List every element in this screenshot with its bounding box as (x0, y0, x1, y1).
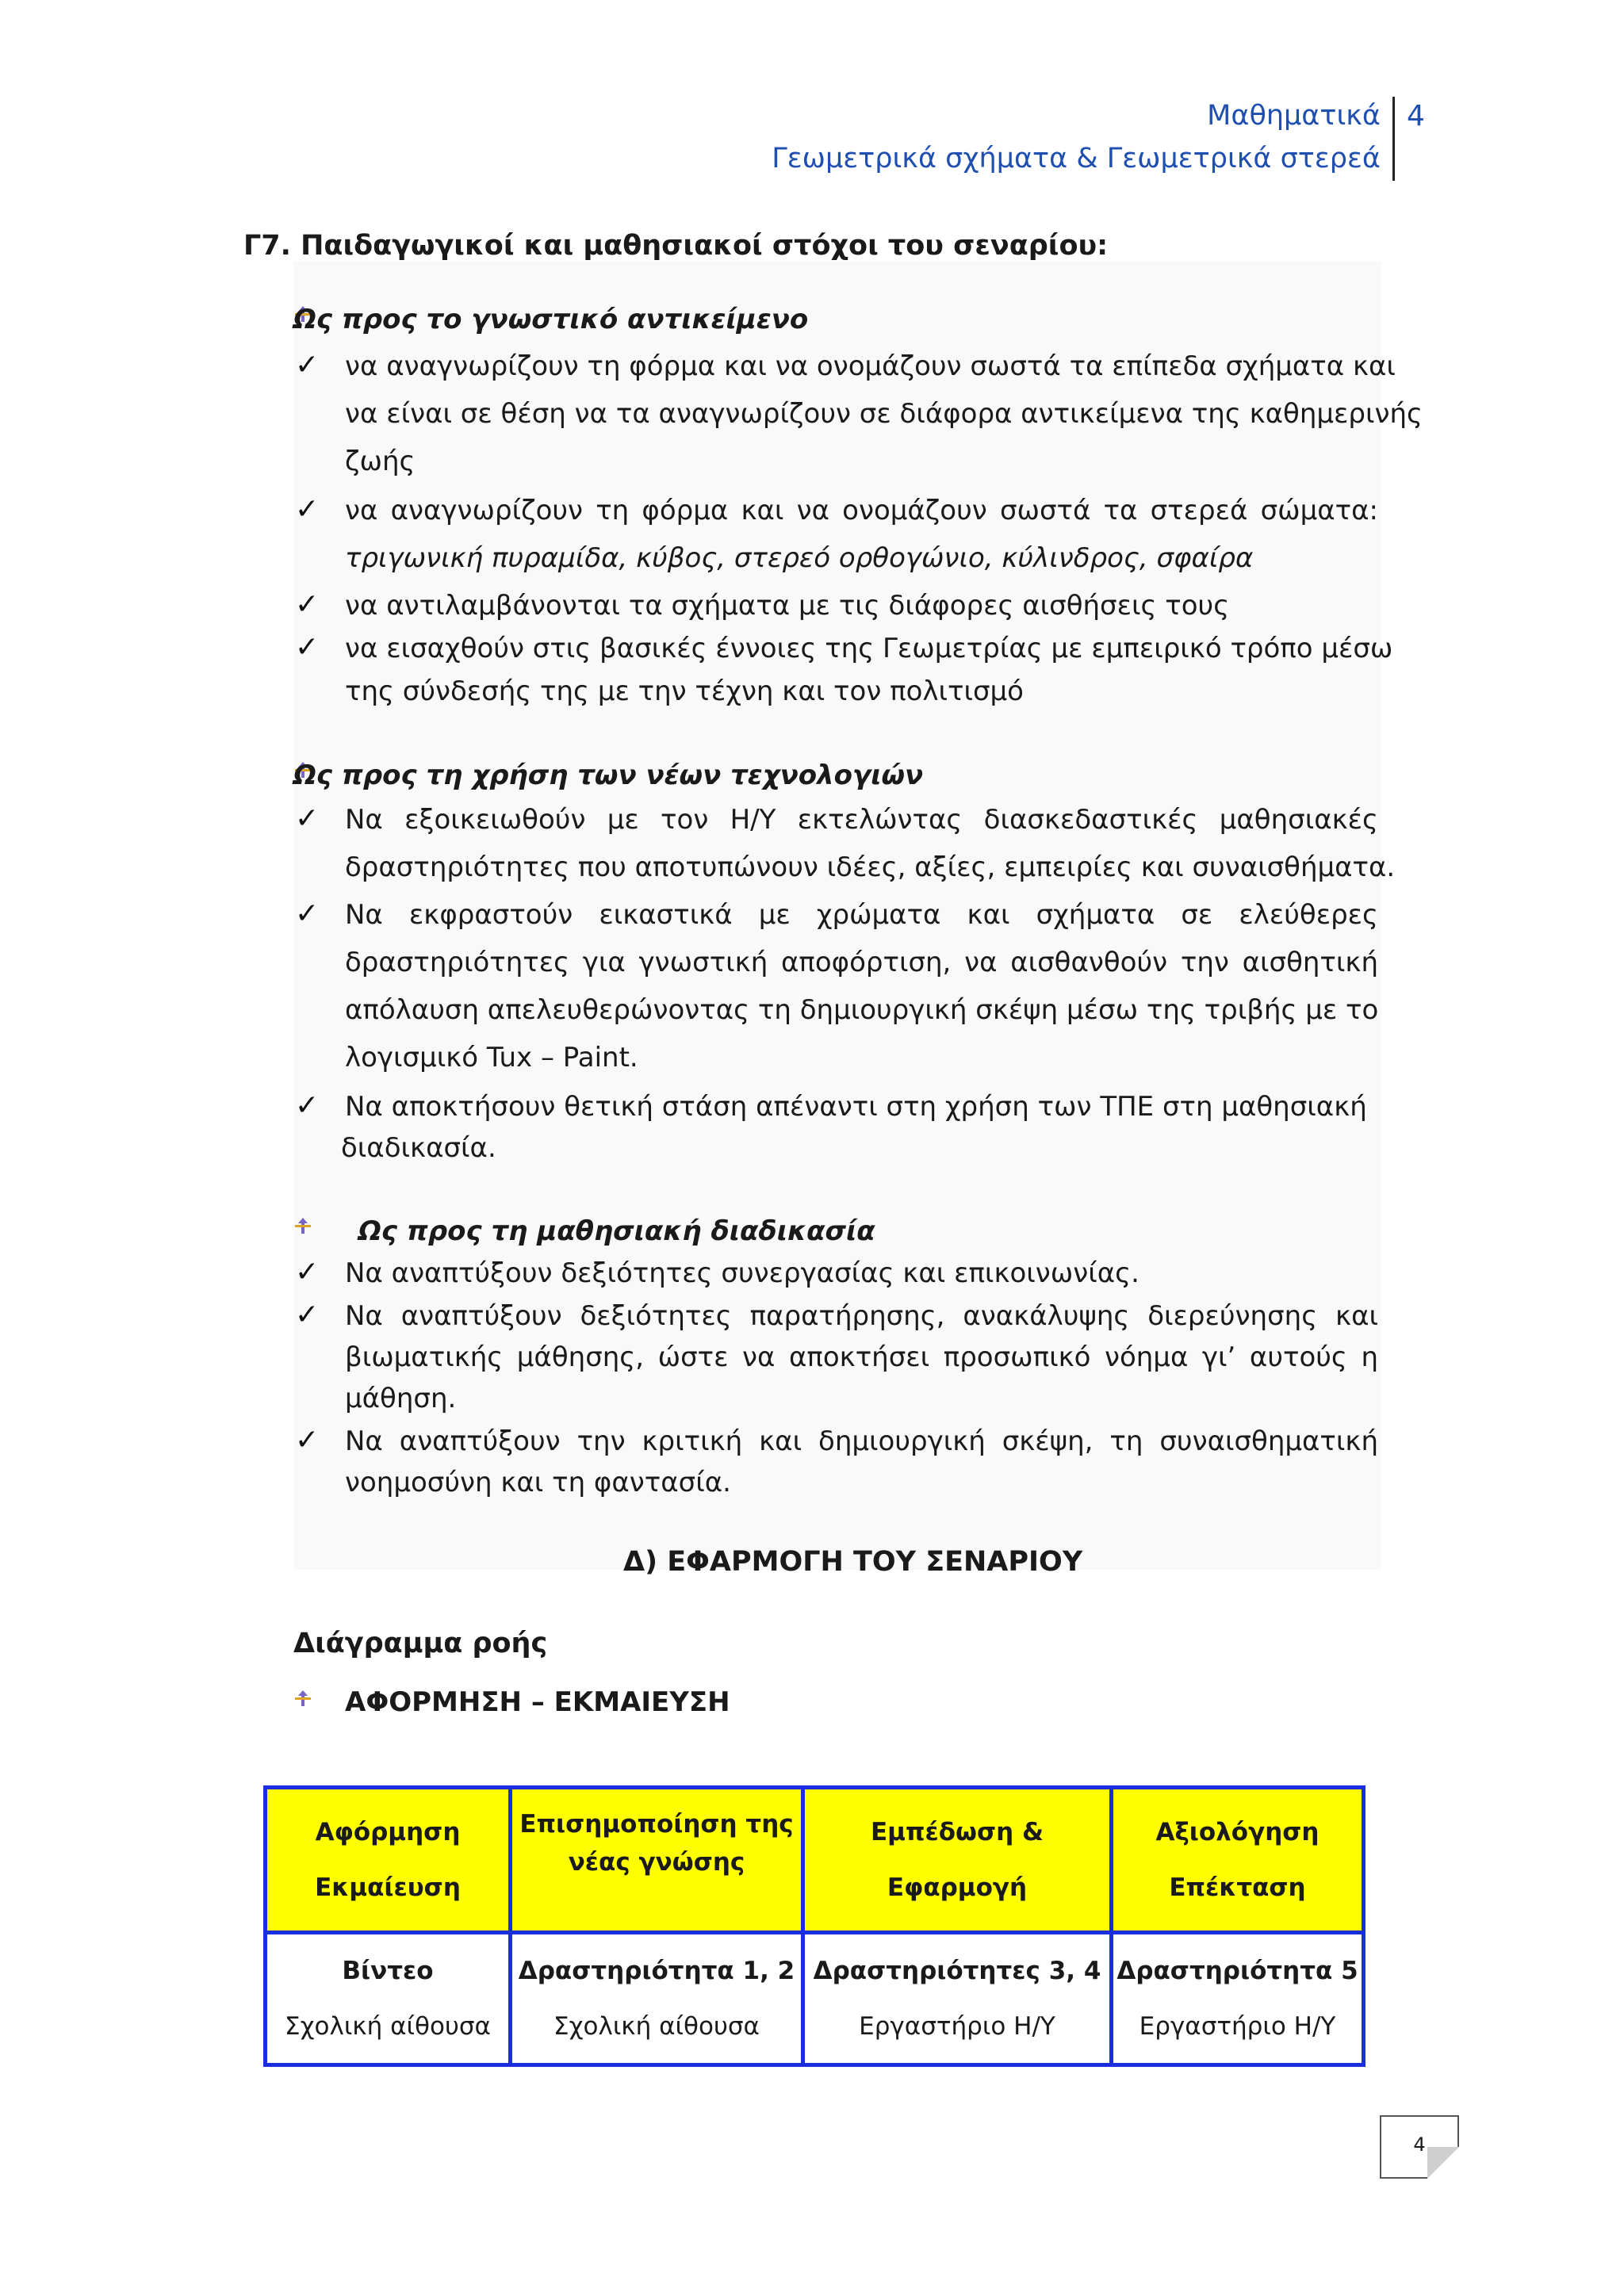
item-line: ζωής (345, 446, 416, 477)
item-line: λογισμικό Tux – Paint. (345, 1042, 638, 1073)
table-cell: Δραστηριότητα 5 Εργαστήριο Η/Υ (1112, 1933, 1364, 2065)
table-cell: Βίντεο Σχολική αίθουσα (266, 1933, 511, 2065)
item-line: της σύνδεσής της με την τέχνη και τον πολιτισμό (345, 675, 1024, 707)
item-line: απόλαυση απελευθερώνοντας τη δημιουργική σκέψη μέσω της τριβής με το (345, 994, 1379, 1026)
footer-page-number: 4 (1413, 2133, 1426, 2156)
table-header-cell: Αφόρμηση Εκμαίευση (266, 1788, 511, 1933)
table-header-cell: Επισημοποίηση της νέας γνώσης (511, 1788, 803, 1933)
item-line: Να εξοικειωθούν με τον Η/Υ εκτελώντας διασκεδαστικές μαθησιακές (345, 804, 1378, 836)
item-line: να εισαχθούν στις βασικές έννοιες της Γεωμετρίας με εμπειρικό τρόπο μέσω (345, 633, 1393, 664)
table-cell: Δραστηριότητες 3, 4 Εργαστήριο Η/Υ (803, 1933, 1112, 2065)
checkmark-icon: ✓ (295, 1299, 320, 1331)
checkmark-icon: ✓ (295, 349, 320, 381)
flow-label: Διάγραμμα ροής (293, 1628, 548, 1659)
item-line: Να αναπτύξουν δεξιότητες παρατήρησης, ανακάλυψης διερεύνησης και (345, 1300, 1378, 1332)
item-line: Να αναπτύξουν δεξιότητες συνεργασίας και επικοινωνίας. (345, 1257, 1139, 1289)
checkmark-icon: ✓ (295, 1089, 320, 1122)
checkmark-icon: ✓ (295, 1256, 320, 1288)
flow-table (263, 1785, 1365, 2067)
table-header-cell: Εμπέδωση & Εφαρμογή (803, 1788, 1112, 1933)
bullet-arrows-icon (293, 1216, 312, 1235)
header-page-number: 4 (1407, 100, 1425, 132)
item-line: να αντιλαμβάνονται τα σχήματα με τις διάφορες αισθήσεις τους (345, 590, 1230, 622)
footer-page-badge (1380, 2115, 1459, 2179)
header-subject: Μαθηματικά (1207, 100, 1381, 132)
header-topic: Γεωμετρικά σχήματα & Γεωμετρικά στερεά (772, 143, 1381, 174)
page-curl-icon (1427, 2147, 1459, 2179)
item-line: να αναγνωρίζουν τη φόρμα και να ονομάζουν σωστά τα στερεά σώματα: (345, 495, 1378, 526)
item-line: Να εκφραστούν εικαστικά με χρώματα και σχήματα σε ελεύθερες (345, 899, 1378, 931)
table-row (266, 1933, 1364, 2065)
section-d-heading: Δ) ΕΦΑΡΜΟΓΗ ΤΟΥ ΣΕΝΑΡΙΟΥ (623, 1546, 1083, 1578)
flow-bullet: ΑΦΟΡΜΗΣΗ – ΕΚΜΑΙΕΥΣΗ (345, 1686, 730, 1718)
item-line: δραστηριότητες που αποτυπώνουν ιδέες, αξίες, εμπειρίες και συναισθήματα. (345, 851, 1396, 883)
section-heading: Ως προς τη μαθησιακή διαδικασία (358, 1215, 875, 1247)
checkmark-icon: ✓ (295, 493, 320, 526)
checkmark-icon: ✓ (295, 897, 320, 930)
header-divider (1392, 97, 1395, 181)
section-heading: Ως προς τη χρήση των νέων τεχνολογιών (293, 760, 924, 791)
item-line: τριγωνική πυραμίδα, κύβος, στερεό ορθογώνιο, κύλινδρος, σφαίρα (345, 542, 1254, 574)
bullet-arrows-icon (293, 1689, 312, 1708)
item-line: μάθηση. (345, 1383, 457, 1414)
checkmark-icon: ✓ (295, 631, 320, 664)
table-header-cell: Αξιολόγηση Επέκταση (1112, 1788, 1364, 1933)
item-line: δραστηριότητες για γνωστική αποφόρτιση, να αισθανθούν την αισθητική (345, 947, 1378, 978)
item-line: νοημοσύνη και τη φαντασία. (345, 1467, 731, 1498)
item-line: βιωματικής μάθησης, ώστε να αποκτήσει προσωπικό νόημα γι’ αυτούς η (345, 1341, 1378, 1373)
item-line: να αναγνωρίζουν τη φόρμα και να ονομάζουν σωστά τα επίπεδα σχήματα και (345, 350, 1396, 382)
checkmark-icon: ✓ (295, 588, 320, 621)
item-line: διαδικασία. (341, 1132, 496, 1164)
checkmark-icon: ✓ (295, 1424, 320, 1456)
page-title: Γ7. Παιδαγωγικοί και μαθησιακοί στόχοι του σεναρίου: (243, 230, 1109, 262)
item-line: Να αποκτήσουν θετική στάση απέναντι στη χρήση των ΤΠΕ στη μαθησιακή (345, 1091, 1367, 1123)
section-heading: Ως προς το γνωστικό αντικείμενο (293, 304, 809, 335)
table-cell: Δραστηριότητα 1, 2 Σχολική αίθουσα (511, 1933, 803, 2065)
table-header-row (266, 1788, 1364, 1933)
item-line: Να αναπτύξουν την κριτική και δημιουργική σκέψη, τη συναισθηματική (345, 1425, 1378, 1457)
item-line: να είναι σε θέση να τα αναγνωρίζουν σε διάφορα αντικείμενα της καθημερινής (345, 398, 1423, 430)
checkmark-icon: ✓ (295, 802, 320, 835)
